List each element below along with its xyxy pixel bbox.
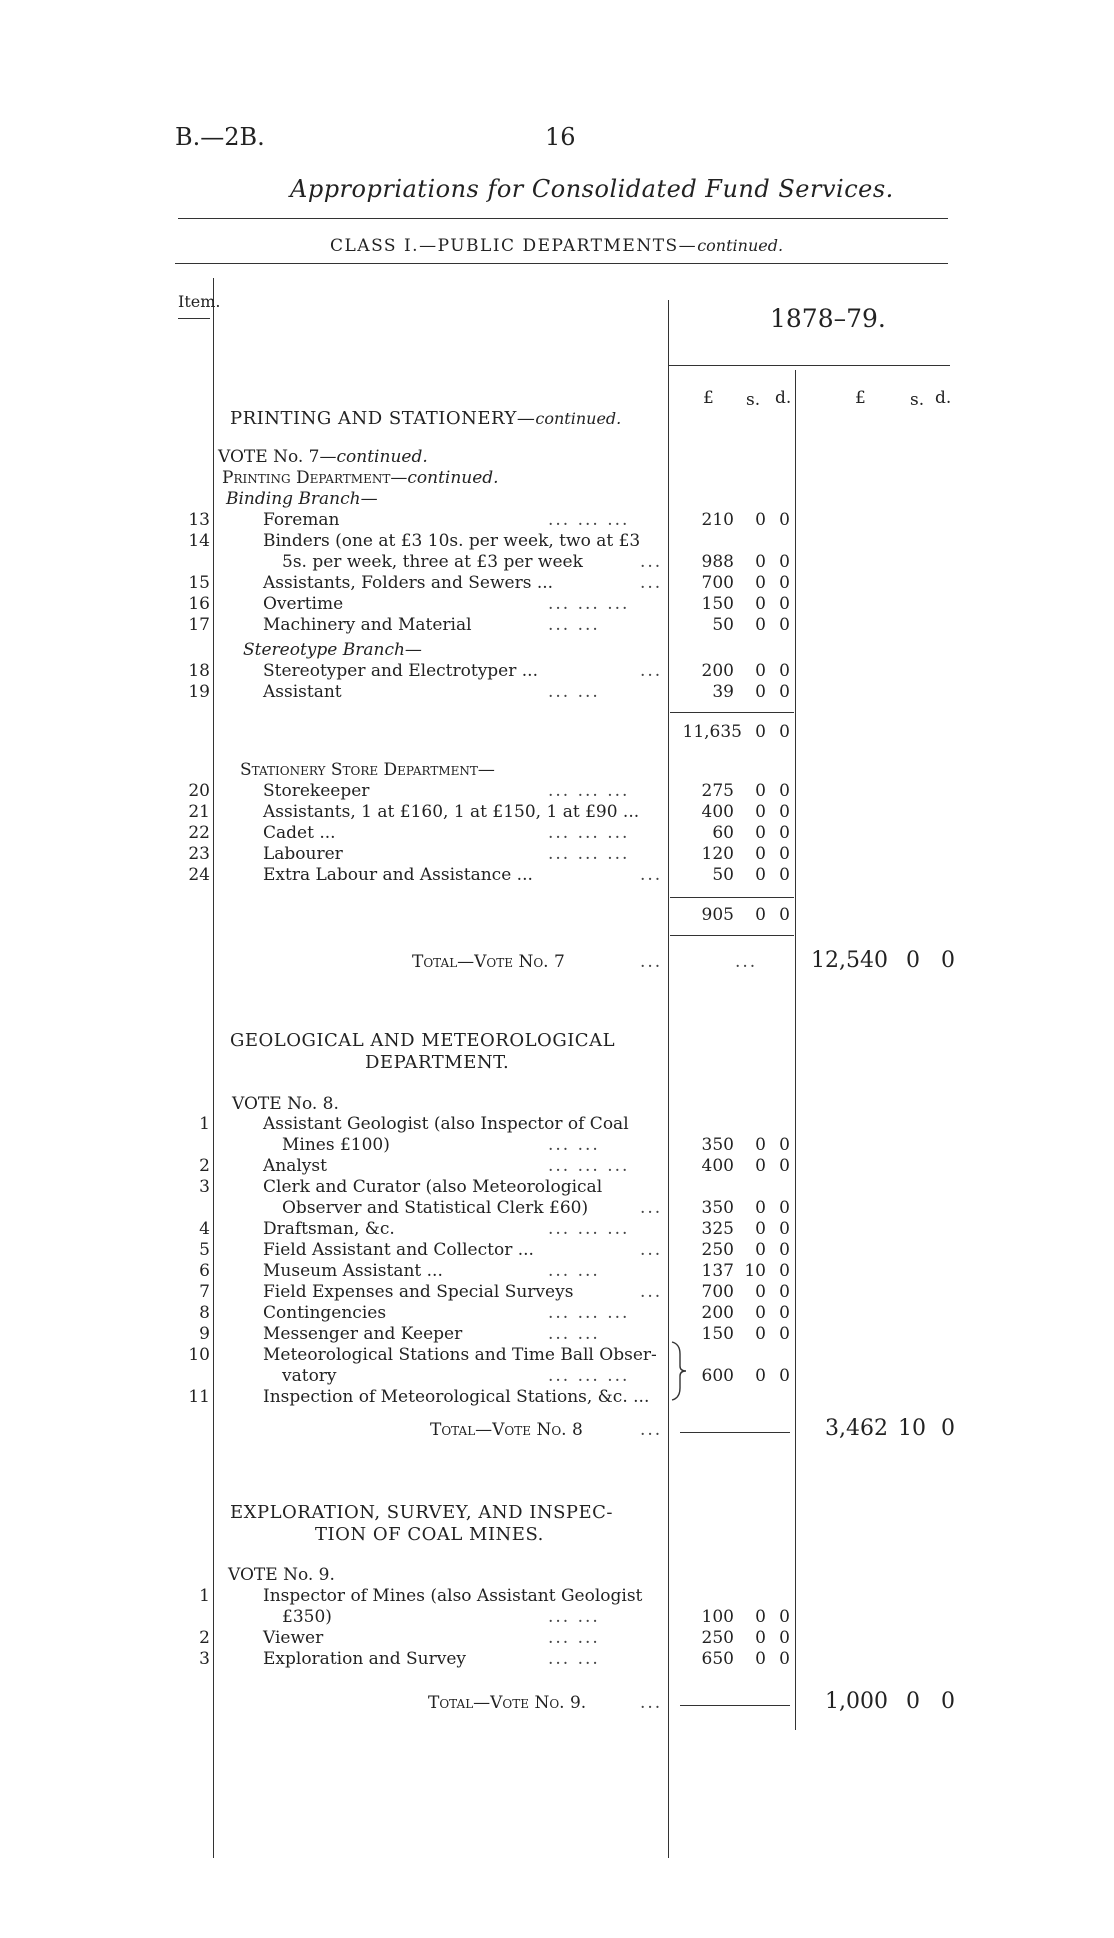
amount-pounds: 650 (701, 1649, 734, 1669)
amount-shillings: 0 (755, 1135, 766, 1155)
leader-dots: ... ... ... (548, 1303, 630, 1323)
amount-pounds: 200 (701, 1303, 734, 1323)
amount-pence: 0 (779, 1198, 790, 1218)
amount-pounds: 700 (701, 1282, 734, 1302)
line-item-label: Inspection of Meteorological Stations, &c. ... (263, 1387, 650, 1407)
leader-dots: ... ... ... (548, 510, 630, 530)
amount-shillings: 0 (755, 1303, 766, 1323)
item-number: 7 (199, 1282, 210, 1302)
subtotal-shillings: 0 (755, 722, 766, 742)
page-title: Appropriations for Consolidated Fund Services. (290, 175, 894, 203)
leader-dots: ... ... ... (548, 1366, 630, 1386)
item-number: 4 (199, 1219, 210, 1239)
pound-header-total: £ (855, 388, 866, 408)
line-item-label: £350) (282, 1607, 332, 1627)
leader-dots: ... ... ... (548, 1156, 630, 1176)
leader-dots: ... ... (548, 1649, 600, 1669)
amount-pounds: 700 (701, 573, 734, 593)
shilling-header-total: s. (910, 390, 925, 410)
document-reference: B.—2B. (175, 123, 265, 151)
total-vote-7-shillings: 0 (906, 948, 920, 973)
item-number: 2 (199, 1628, 210, 1648)
amount-pounds: 150 (701, 1324, 734, 1344)
line-item-label: Machinery and Material (263, 615, 472, 635)
amount-shillings: 0 (755, 1198, 766, 1218)
section-title-exploration: EXPLORATION, SURVEY, AND INSPEC- (230, 1502, 614, 1523)
item-number: 3 (199, 1649, 210, 1669)
amount-shillings: 0 (755, 1324, 766, 1344)
amount-pence: 0 (779, 781, 790, 801)
total-vote-8-pence: 0 (941, 1416, 955, 1441)
item-number: 15 (188, 573, 210, 593)
vote-heading-7: VOTE No. 7—continued. (218, 447, 428, 467)
line-item-label: Museum Assistant ... (263, 1261, 443, 1281)
total-vote-8-dash (680, 1432, 790, 1433)
amount-pence: 0 (779, 1219, 790, 1239)
leader-dots: ... (640, 1282, 663, 1302)
leader-dots: ... ... (548, 1324, 600, 1344)
total-vote-9-label: Total—Vote No. 9. (428, 1693, 587, 1713)
store-total-rule (670, 897, 794, 898)
amount-pounds: 50 (712, 865, 734, 885)
amount-pounds: 275 (701, 781, 734, 801)
stationery-store-heading: Stationery Store Department— (240, 760, 495, 780)
amount-pence: 0 (779, 802, 790, 822)
amount-pounds: 400 (701, 802, 734, 822)
amount-pence: 0 (779, 844, 790, 864)
amount-pounds: 50 (712, 615, 734, 635)
leader-dots: ... (640, 573, 663, 593)
total-vote-9-dash (680, 1705, 790, 1706)
leader-dots: ... (640, 1198, 663, 1218)
shilling-header: s. (746, 390, 761, 410)
total-vote-9-dots: ... (640, 1693, 663, 1713)
amount-pence: 0 (779, 1303, 790, 1323)
leader-dots: ... ... (548, 615, 600, 635)
amount-pounds: 39 (712, 682, 734, 702)
item-number: 21 (188, 802, 210, 822)
amount-shillings: 0 (755, 781, 766, 801)
leader-dots: ... ... (548, 682, 600, 702)
pence-header: d. (775, 388, 792, 408)
amount-shillings: 0 (755, 1240, 766, 1260)
total-vote-7-dots: ... (640, 952, 663, 972)
amount-pence: 0 (779, 1240, 790, 1260)
store-total-shillings: 0 (755, 905, 766, 925)
amount-pence: 0 (779, 1607, 790, 1627)
leader-dots: ... ... ... (548, 781, 630, 801)
amount-shillings: 0 (755, 1628, 766, 1648)
line-item-label: Mines £100) (282, 1135, 390, 1155)
amount-shillings: 0 (755, 573, 766, 593)
item-number: 17 (188, 615, 210, 635)
line-item-label: Binders (one at £3 10s. per week, two at £3 (263, 531, 641, 551)
subtotal-pence: 0 (779, 722, 790, 742)
amount-shillings: 0 (755, 1607, 766, 1627)
amount-pounds: 100 (701, 1607, 734, 1627)
line-item-label: 5s. per week, three at £3 per week (282, 552, 583, 572)
line-item-label: Overtime (263, 594, 344, 614)
item-column-header: Item. (178, 292, 221, 311)
line-item-label: Messenger and Keeper (263, 1324, 463, 1344)
line-item-label: vatory (282, 1366, 337, 1386)
vote-heading-9: VOTE No. 9. (228, 1565, 335, 1585)
line-item-label: Foreman (263, 510, 340, 530)
page-number: 16 (545, 123, 576, 151)
item-number: 11 (188, 1387, 210, 1407)
line-item-label: Meteorological Stations and Time Ball Obser- (263, 1345, 657, 1365)
leader-dots: ... ... ... (548, 844, 630, 864)
amount-pounds: 350 (701, 1198, 734, 1218)
total-vote-9-pence: 0 (941, 1689, 955, 1714)
amount-pounds: 988 (701, 552, 734, 572)
amount-shillings: 0 (755, 1366, 766, 1386)
amount-pounds: 210 (701, 510, 734, 530)
item-number: 2 (199, 1156, 210, 1176)
item-number: 13 (188, 510, 210, 530)
amount-pounds: 200 (701, 661, 734, 681)
store-total-underline (670, 935, 794, 936)
amount-shillings: 0 (755, 510, 766, 530)
year-heading: 1878–79. (770, 304, 886, 333)
line-item-label: Contingencies (263, 1303, 387, 1323)
amount-pounds: 600 (701, 1366, 734, 1386)
amount-shillings: 0 (755, 594, 766, 614)
item-number: 5 (199, 1240, 210, 1260)
year-rule (668, 365, 950, 366)
class-rule (175, 263, 948, 264)
amount-pounds: 400 (701, 1156, 734, 1176)
leader-dots: ... (640, 661, 663, 681)
item-number: 1 (199, 1114, 210, 1134)
vote-heading-8: VOTE No. 8. (232, 1094, 339, 1114)
amount-shillings: 0 (755, 823, 766, 843)
store-total-pounds: 905 (701, 905, 734, 925)
line-item-label: Assistant Geologist (also Inspector of Coal (263, 1114, 629, 1134)
item-number: 8 (199, 1303, 210, 1323)
amount-pounds: 325 (701, 1219, 734, 1239)
item-number: 24 (188, 865, 210, 885)
item-number: 18 (188, 661, 210, 681)
amount-pounds: 250 (701, 1628, 734, 1648)
line-item-label: Inspector of Mines (also Assistant Geologist (263, 1586, 643, 1606)
leader-dots: ... ... (548, 1135, 600, 1155)
leader-dots: ... ... ... (548, 594, 630, 614)
leader-dots: ... (640, 865, 663, 885)
leader-dots: ... ... ... (548, 823, 630, 843)
amount-pence: 0 (779, 865, 790, 885)
stereotype-branch-heading: Stereotype Branch— (243, 640, 422, 660)
line-item-label: Observer and Statistical Clerk £60) (282, 1198, 589, 1218)
line-item-label: Assistants, 1 at £160, 1 at £150, 1 at £90 ... (263, 802, 640, 822)
line-item-label: Labourer (263, 844, 343, 864)
line-item-label: Assistants, Folders and Sewers ... (263, 573, 554, 593)
total-vote-8-shillings: 10 (898, 1416, 926, 1441)
amount-pence: 0 (779, 573, 790, 593)
title-rule (178, 218, 948, 219)
item-number: 1 (199, 1586, 210, 1606)
amount-pounds: 350 (701, 1135, 734, 1155)
line-item-label: Field Expenses and Special Surveys (263, 1282, 574, 1302)
line-item-label: Analyst (263, 1156, 327, 1176)
total-vote-9-pounds: 1,000 (825, 1689, 888, 1714)
pound-header: £ (703, 388, 714, 408)
amount-shillings: 0 (755, 552, 766, 572)
amount-pence: 0 (779, 615, 790, 635)
item-number: 6 (199, 1261, 210, 1281)
amount-pence: 0 (779, 823, 790, 843)
item-number: 14 (188, 531, 210, 551)
section-title-geological: GEOLOGICAL AND METEOROLOGICAL (230, 1030, 616, 1051)
section-title-exploration-line2: TION OF COAL MINES. (315, 1524, 544, 1545)
brace-icon (668, 1340, 690, 1402)
amount-shillings: 0 (755, 615, 766, 635)
line-item-label: Storekeeper (263, 781, 370, 801)
class-heading: CLASS I.—PUBLIC DEPARTMENTS—continued. (330, 236, 784, 256)
leader-dots: ... ... ... (548, 1219, 630, 1239)
amount-pence: 0 (779, 1366, 790, 1386)
amount-shillings: 0 (755, 682, 766, 702)
item-number: 22 (188, 823, 210, 843)
total-vote-7-label: Total—Vote No. 7 (412, 952, 565, 972)
printing-department-heading: Printing Department—continued. (222, 468, 499, 488)
total-vote-7-pence: 0 (941, 948, 955, 973)
leader-dots: ... ... (548, 1628, 600, 1648)
amount-pounds: 137 (701, 1261, 734, 1281)
line-item-label: Stereotyper and Electrotyper ... (263, 661, 538, 681)
amount-pence: 0 (779, 1156, 790, 1176)
amount-pence: 0 (779, 1282, 790, 1302)
total-vote-8-pounds: 3,462 (825, 1416, 888, 1441)
total-vote-7-mid-dots: ... (735, 952, 758, 972)
line-item-label: Viewer (263, 1628, 324, 1648)
line-item-label: Draftsman, &c. (263, 1219, 395, 1239)
pence-header-total: d. (935, 388, 952, 408)
total-vote-8-label: Total—Vote No. 8 (430, 1420, 583, 1440)
leader-dots: ... ... (548, 1261, 600, 1281)
amount-shillings: 0 (755, 1282, 766, 1302)
item-number: 19 (188, 682, 210, 702)
amount-shillings: 0 (755, 661, 766, 681)
amount-pounds: 150 (701, 594, 734, 614)
subtotal-rule (670, 712, 794, 713)
item-number: 9 (199, 1324, 210, 1344)
binding-branch-heading: Binding Branch— (226, 489, 378, 509)
total-vote-7-pounds: 12,540 (811, 948, 888, 973)
amount-shillings: 0 (755, 1219, 766, 1239)
section-title-printing: PRINTING AND STATIONERY—continued. (230, 408, 622, 429)
amount-pounds: 250 (701, 1240, 734, 1260)
amount-pounds: 120 (701, 844, 734, 864)
amount-shillings: 0 (755, 1156, 766, 1176)
subtotal-pounds: 11,635 (682, 722, 742, 742)
leader-dots: ... (640, 552, 663, 572)
amount-pence: 0 (779, 1261, 790, 1281)
total-vote-8-dots: ... (640, 1420, 663, 1440)
section-title-geological-line2: DEPARTMENT. (365, 1052, 510, 1073)
amount-shillings: 0 (755, 1649, 766, 1669)
leader-dots: ... ... (548, 1607, 600, 1627)
line-item-label: Field Assistant and Collector ... (263, 1240, 534, 1260)
item-number: 16 (188, 594, 210, 614)
amount-pence: 0 (779, 1324, 790, 1344)
amount-pence: 0 (779, 682, 790, 702)
line-item-label: Extra Labour and Assistance ... (263, 865, 533, 885)
leader-dots: ... (640, 1240, 663, 1260)
subtotal-column-rule (795, 370, 796, 1730)
item-number: 3 (199, 1177, 210, 1197)
item-column-rule (213, 278, 214, 1858)
amount-pence: 0 (779, 1135, 790, 1155)
item-header-rule (178, 318, 210, 319)
amount-pence: 0 (779, 1649, 790, 1669)
amount-shillings: 0 (755, 844, 766, 864)
line-item-label: Clerk and Curator (also Meteorological (263, 1177, 603, 1197)
amount-pence: 0 (779, 552, 790, 572)
line-item-label: Exploration and Survey (263, 1649, 467, 1669)
line-item-label: Assistant (263, 682, 342, 702)
amount-shillings: 10 (744, 1261, 766, 1281)
item-number: 20 (188, 781, 210, 801)
store-total-pence: 0 (779, 905, 790, 925)
amount-shillings: 0 (755, 802, 766, 822)
amount-pounds: 60 (712, 823, 734, 843)
total-vote-9-shillings: 0 (906, 1689, 920, 1714)
amount-pence: 0 (779, 510, 790, 530)
amount-shillings: 0 (755, 865, 766, 885)
item-number: 23 (188, 844, 210, 864)
amount-pence: 0 (779, 661, 790, 681)
line-item-label: Cadet ... (263, 823, 336, 843)
item-number: 10 (188, 1345, 210, 1365)
amount-pence: 0 (779, 594, 790, 614)
amount-pence: 0 (779, 1628, 790, 1648)
